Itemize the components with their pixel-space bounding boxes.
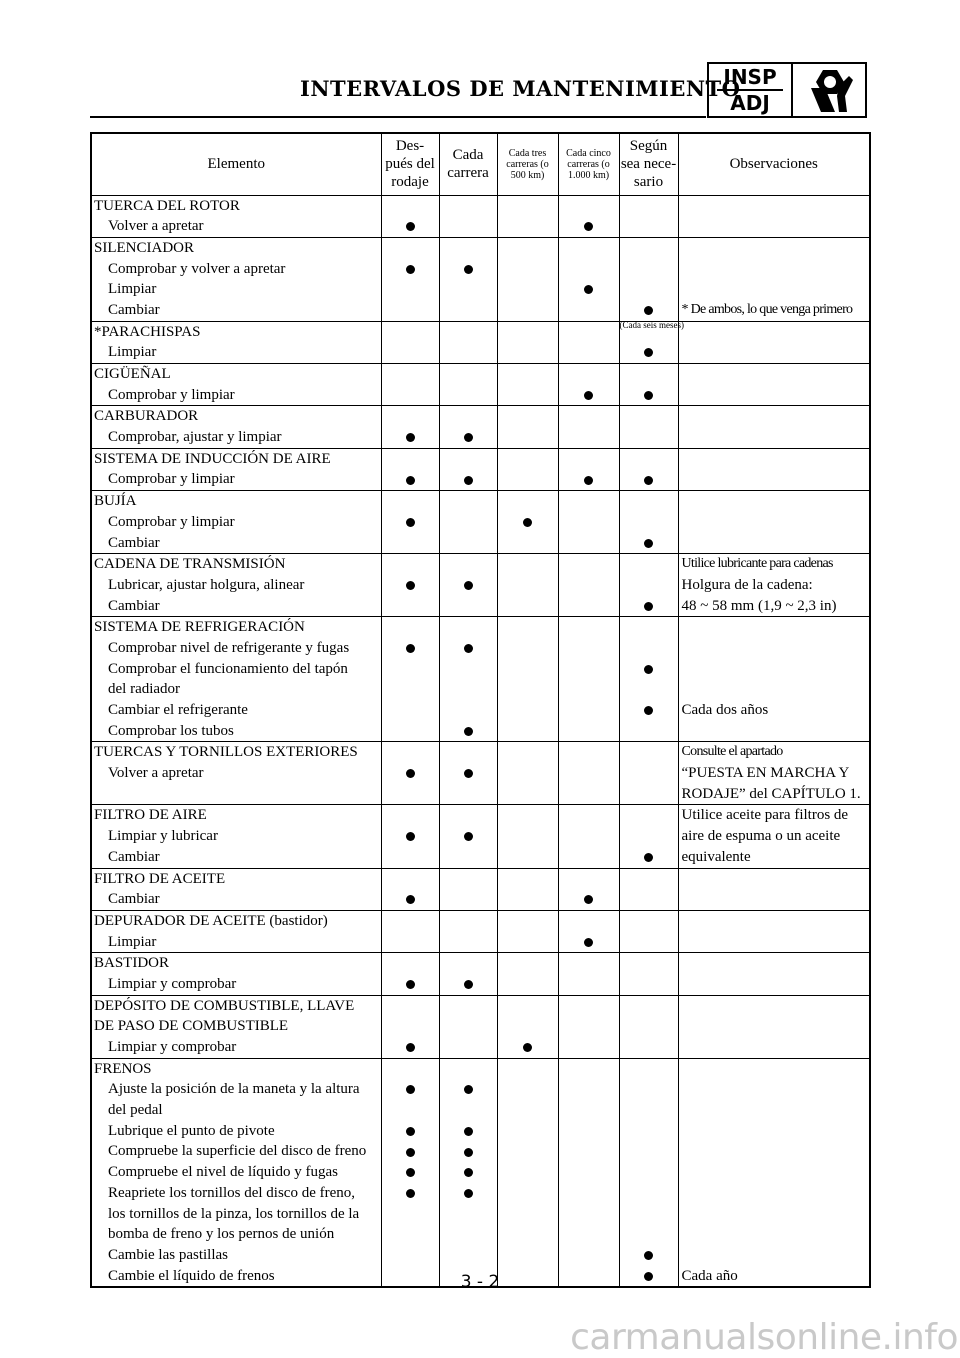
check-dot-icon (406, 644, 415, 653)
observation-text: Holgura de la cadena: (681, 576, 813, 593)
task-label: Cambiar (108, 597, 160, 614)
interval-cell (619, 319, 684, 363)
interval-cell (558, 448, 619, 490)
check-dot-icon (644, 476, 653, 485)
observaciones-cell (678, 406, 870, 448)
task-label: Lubricar, ajustar holgura, alinear (108, 576, 305, 593)
observaciones-cell (678, 237, 870, 321)
interval-cell (619, 406, 678, 448)
observation-text: * De ambos, lo que venga primero (681, 301, 853, 317)
task-label: los tornillos de la pinza, los tornillos de la (108, 1205, 360, 1222)
observaciones-cell (678, 805, 870, 868)
title-rule (90, 116, 706, 118)
check-dot-icon (464, 1085, 473, 1094)
task-label: del pedal (108, 1102, 163, 1119)
col-header-cada-tres: Cada tres carreras (o 500 km) (497, 133, 558, 195)
observaciones-cell (678, 910, 870, 952)
elemento-cell (91, 910, 381, 952)
interval-cell (558, 617, 619, 742)
elemento-cell (91, 953, 381, 995)
check-dot-icon (644, 391, 653, 400)
check-dot-icon (523, 1043, 532, 1052)
section-badge (707, 62, 867, 118)
check-dot-icon (464, 832, 473, 841)
component-label (92, 784, 381, 805)
observation-text: equivalente (681, 848, 751, 865)
task-label: Comprobar y limpiar (108, 386, 235, 403)
interval-cell (619, 953, 678, 995)
check-dot-icon (406, 265, 415, 274)
interval-cell (439, 321, 497, 363)
watermark: carmanualsonline.info (570, 1317, 958, 1358)
interval-cell (439, 364, 497, 406)
check-dot-icon (644, 348, 653, 357)
interval-cell (497, 364, 558, 406)
component-label: BASTIDOR (94, 955, 170, 972)
check-dot-icon (584, 391, 593, 400)
interval-cell (619, 805, 678, 868)
check-dot-icon (584, 222, 593, 231)
check-dot-icon (406, 222, 415, 231)
observation-text: Consulte el apartado (681, 744, 783, 760)
check-dot-icon (406, 1127, 415, 1136)
component-label: SISTEMA DE REFRIGERACIÓN (94, 619, 305, 636)
interval-cell (558, 910, 619, 952)
col-header-cada-carrera: Cada carrera (439, 133, 497, 195)
interval-cell (439, 195, 497, 237)
component-label: FRENOS (94, 1060, 152, 1077)
interval-cell (439, 953, 497, 995)
interval-cell (439, 406, 497, 448)
interval-cell (497, 406, 558, 448)
observaciones-cell (678, 448, 870, 490)
table-row (91, 995, 870, 1058)
observation-text: RODAJE” del CAPÍTULO 1. (681, 785, 861, 802)
interval-cell (497, 321, 558, 363)
observaciones-cell (678, 742, 870, 805)
interval-cell (619, 1058, 678, 1287)
check-dot-icon (464, 476, 473, 485)
task-label: del radiador (108, 681, 181, 698)
component-label: FILTRO DE AIRE (94, 807, 207, 824)
task-label: Limpiar y comprobar (108, 1039, 237, 1055)
page-number: 3 - 2 (460, 1272, 500, 1292)
interval-cell (381, 491, 439, 554)
task-label: Comprobar los tubos (108, 722, 234, 739)
observation-text: “PUESTA EN MARCHA Y (681, 765, 850, 782)
check-dot-icon (644, 665, 653, 674)
interval-cell (619, 491, 678, 554)
table-row (91, 868, 870, 910)
interval-cell (619, 868, 678, 910)
check-dot-icon (406, 518, 415, 527)
component-label: DEPURADOR DE ACEITE (bastidor) (94, 912, 328, 929)
component-label: DE PASO DE COMBUSTIBLE (94, 1018, 289, 1035)
check-dot-icon (644, 602, 653, 611)
interval-cell (619, 995, 678, 1058)
task-label: Cambie las pastillas (108, 1246, 228, 1263)
check-dot-icon (464, 980, 473, 989)
interval-cell (558, 406, 619, 448)
check-dot-icon (584, 285, 593, 294)
observation-text: Utilice aceite para filtros de (681, 807, 849, 824)
table-row (91, 805, 870, 868)
table-row (91, 406, 870, 448)
interval-cell (619, 910, 678, 952)
observaciones-cell (678, 321, 870, 363)
interval-cell (558, 742, 619, 805)
interval-cell (381, 448, 439, 490)
interval-cell (619, 364, 678, 406)
component-label: TUERCA DEL ROTOR (94, 197, 240, 214)
interval-cell (439, 237, 497, 321)
interval-cell (439, 448, 497, 490)
col-header-observaciones: Observaciones (678, 133, 870, 195)
badge-top-text: INSP (723, 65, 777, 89)
component-label: SILENCIADOR (94, 239, 194, 256)
task-label: Compruebe la superficie del disco de freno (108, 1143, 367, 1160)
table-row (91, 448, 870, 490)
wrench-hex-icon (793, 64, 865, 116)
task-label: Limpiar (108, 933, 157, 950)
observaciones-cell (678, 995, 870, 1058)
interval-cell (497, 1058, 558, 1287)
task-label: Reapriete los tornillos del disco de freno, (108, 1184, 356, 1201)
check-dot-icon (464, 1148, 473, 1157)
observaciones-cell (678, 491, 870, 554)
observation-text: Utilice lubricante para cadenas (681, 556, 833, 572)
check-dot-icon (406, 769, 415, 778)
interval-cell (439, 742, 497, 805)
component-label: BUJÍA (94, 493, 137, 510)
check-dot-icon (406, 1085, 415, 1094)
task-label: Limpiar y lubricar (108, 828, 218, 845)
check-dot-icon (644, 1251, 653, 1260)
table-row (91, 195, 870, 237)
task-label: Cambiar el refrigerante (108, 702, 248, 718)
interval-cell (381, 910, 439, 952)
page-title: INTERVALOS DE MANTENIMIENTO (300, 76, 741, 101)
observation-text: Cada año (681, 1267, 738, 1284)
task-label: Cambiar (108, 848, 160, 865)
interval-cell (497, 868, 558, 910)
interval-cell (619, 554, 678, 617)
elemento-cell (91, 406, 381, 448)
check-dot-icon (644, 539, 653, 548)
check-dot-icon (464, 1127, 473, 1136)
interval-cell (619, 617, 678, 742)
badge-bottom-text: ADJ (730, 91, 770, 115)
maintenance-table (90, 132, 871, 1288)
interval-cell (439, 554, 497, 617)
interval-cell (381, 1058, 439, 1287)
task-label: Comprobar nivel de refrigerante y fugas (108, 639, 350, 656)
interval-note: (Cada seis meses) (619, 319, 684, 330)
interval-cell (439, 995, 497, 1058)
observaciones-cell (678, 1058, 870, 1287)
interval-cell (558, 237, 619, 321)
interval-cell (497, 995, 558, 1058)
interval-cell (497, 491, 558, 554)
task-label: Comprobar y limpiar (108, 471, 235, 488)
check-dot-icon (406, 1168, 415, 1177)
observaciones-cell (678, 364, 870, 406)
col-header-cada-cinco: Cada cinco carreras (o 1.000 km) (558, 133, 619, 195)
interval-cell (497, 805, 558, 868)
interval-cell (497, 910, 558, 952)
header-row (91, 133, 870, 195)
elemento-cell (91, 364, 381, 406)
check-dot-icon (406, 581, 415, 590)
check-dot-icon (644, 706, 653, 715)
check-dot-icon (464, 1168, 473, 1177)
interval-cell (381, 868, 439, 910)
task-label: Lubrique el punto de pivote (108, 1122, 275, 1139)
interval-cell (558, 953, 619, 995)
elemento-cell (91, 321, 381, 363)
table-row (91, 237, 870, 321)
interval-cell (439, 1058, 497, 1287)
task-label: Ajuste la posición de la maneta y la altura (108, 1081, 360, 1098)
task-label: Limpiar y comprobar (108, 975, 237, 992)
interval-cell (497, 195, 558, 237)
table-row (91, 321, 870, 363)
interval-cell (381, 742, 439, 805)
interval-cell (619, 742, 678, 805)
col-header-segun: Según sea nece- sario (619, 133, 678, 195)
interval-cell (558, 805, 619, 868)
interval-cell (558, 321, 619, 363)
interval-cell (439, 491, 497, 554)
observaciones-cell (678, 953, 870, 995)
elemento-cell (91, 995, 381, 1058)
interval-cell (558, 554, 619, 617)
check-dot-icon (406, 832, 415, 841)
interval-cell (439, 910, 497, 952)
interval-cell (497, 617, 558, 742)
observaciones-cell (678, 195, 870, 237)
interval-cell (558, 491, 619, 554)
interval-cell (558, 1058, 619, 1287)
table-row (91, 491, 870, 554)
observation-text: 48 ~ 58 mm (1,9 ~ 2,3 in) (681, 597, 837, 614)
elemento-cell (91, 742, 381, 805)
task-label: Cambiar (108, 301, 160, 318)
col-header-elemento: Elemento (91, 133, 381, 195)
task-label: Cambiar (108, 891, 160, 908)
check-dot-icon (464, 581, 473, 590)
component-label: DEPÓSITO DE COMBUSTIBLE, LLAVE (94, 997, 355, 1014)
component-label: CARBURADOR (94, 408, 199, 425)
check-dot-icon (464, 433, 473, 442)
task-label: Comprobar y limpiar (108, 513, 235, 530)
check-dot-icon (584, 938, 593, 947)
interval-cell (558, 995, 619, 1058)
interval-cell (558, 364, 619, 406)
component-label: TUERCAS Y TORNILLOS EXTERIORES (94, 744, 358, 761)
observaciones-cell (678, 868, 870, 910)
component-label: *PARACHISPAS (94, 323, 201, 340)
component-label: CADENA DE TRANSMISIÓN (94, 556, 286, 573)
check-dot-icon (464, 769, 473, 778)
check-dot-icon (406, 980, 415, 989)
interval-cell (381, 406, 439, 448)
task-label: Limpiar (108, 281, 157, 298)
observation-text: Cada dos años (681, 702, 769, 718)
insp-adj-label (709, 64, 793, 116)
observation-text: aire de espuma o un aceite (681, 828, 841, 845)
interval-cell (381, 995, 439, 1058)
check-dot-icon (464, 265, 473, 274)
table-row (91, 364, 870, 406)
table-row (91, 742, 870, 805)
interval-cell (381, 805, 439, 868)
check-dot-icon (584, 476, 593, 485)
check-dot-icon (644, 853, 653, 862)
check-dot-icon (644, 306, 653, 315)
task-label: Volver a apretar (108, 218, 204, 235)
elemento-cell (91, 448, 381, 490)
component-label: CIGÜEÑAL (94, 366, 171, 382)
elemento-cell (91, 554, 381, 617)
interval-cell (497, 554, 558, 617)
table-row (91, 910, 870, 952)
interval-cell (381, 953, 439, 995)
table-row (91, 617, 870, 742)
component-label: FILTRO DE ACEITE (94, 870, 226, 887)
elemento-cell (91, 1058, 381, 1287)
interval-cell (497, 742, 558, 805)
interval-cell (381, 237, 439, 321)
check-dot-icon (406, 1043, 415, 1052)
interval-cell (558, 195, 619, 237)
elemento-cell (91, 491, 381, 554)
elemento-cell (91, 617, 381, 742)
task-label: Limpiar (108, 344, 157, 361)
interval-cell (439, 805, 497, 868)
interval-cell (497, 448, 558, 490)
interval-cell (381, 554, 439, 617)
interval-cell (381, 617, 439, 742)
check-dot-icon (523, 518, 532, 527)
interval-cell (619, 237, 678, 321)
check-dot-icon (406, 1148, 415, 1157)
task-label: Compruebe el nivel de líquido y fugas (108, 1164, 338, 1181)
elemento-cell (91, 237, 381, 321)
observaciones-cell (678, 554, 870, 617)
task-label: Comprobar, ajustar y limpiar (108, 429, 282, 446)
interval-cell (619, 448, 678, 490)
check-dot-icon (406, 895, 415, 904)
check-dot-icon (406, 476, 415, 485)
interval-cell (381, 321, 439, 363)
elemento-cell (91, 868, 381, 910)
interval-cell (558, 868, 619, 910)
interval-cell (381, 364, 439, 406)
task-label: Comprobar y volver a apretar (108, 260, 286, 277)
interval-cell (439, 617, 497, 742)
table-row (91, 953, 870, 995)
elemento-cell (91, 195, 381, 237)
table-row (91, 1058, 870, 1287)
check-dot-icon (464, 644, 473, 653)
check-dot-icon (464, 1189, 473, 1198)
col-header-despues-rodaje: Des- pués del rodaje (381, 133, 439, 195)
interval-cell (497, 237, 558, 321)
observaciones-cell (678, 617, 870, 742)
check-dot-icon (464, 727, 473, 736)
task-label: bomba de freno y los pernos de unión (108, 1226, 335, 1243)
component-label: SISTEMA DE INDUCCIÓN DE AIRE (94, 450, 331, 467)
table-row (91, 554, 870, 617)
check-dot-icon (406, 433, 415, 442)
check-dot-icon (406, 1189, 415, 1198)
task-label: Cambiar (108, 534, 160, 551)
check-dot-icon (584, 895, 593, 904)
interval-cell (497, 953, 558, 995)
task-label: Cambie el líquido de frenos (108, 1267, 275, 1284)
elemento-cell (91, 805, 381, 868)
interval-cell (619, 195, 678, 237)
interval-cell (381, 195, 439, 237)
interval-cell (439, 868, 497, 910)
task-label: Volver a apretar (108, 765, 204, 782)
task-label: Comprobar el funcionamiento del tapón (108, 660, 348, 677)
